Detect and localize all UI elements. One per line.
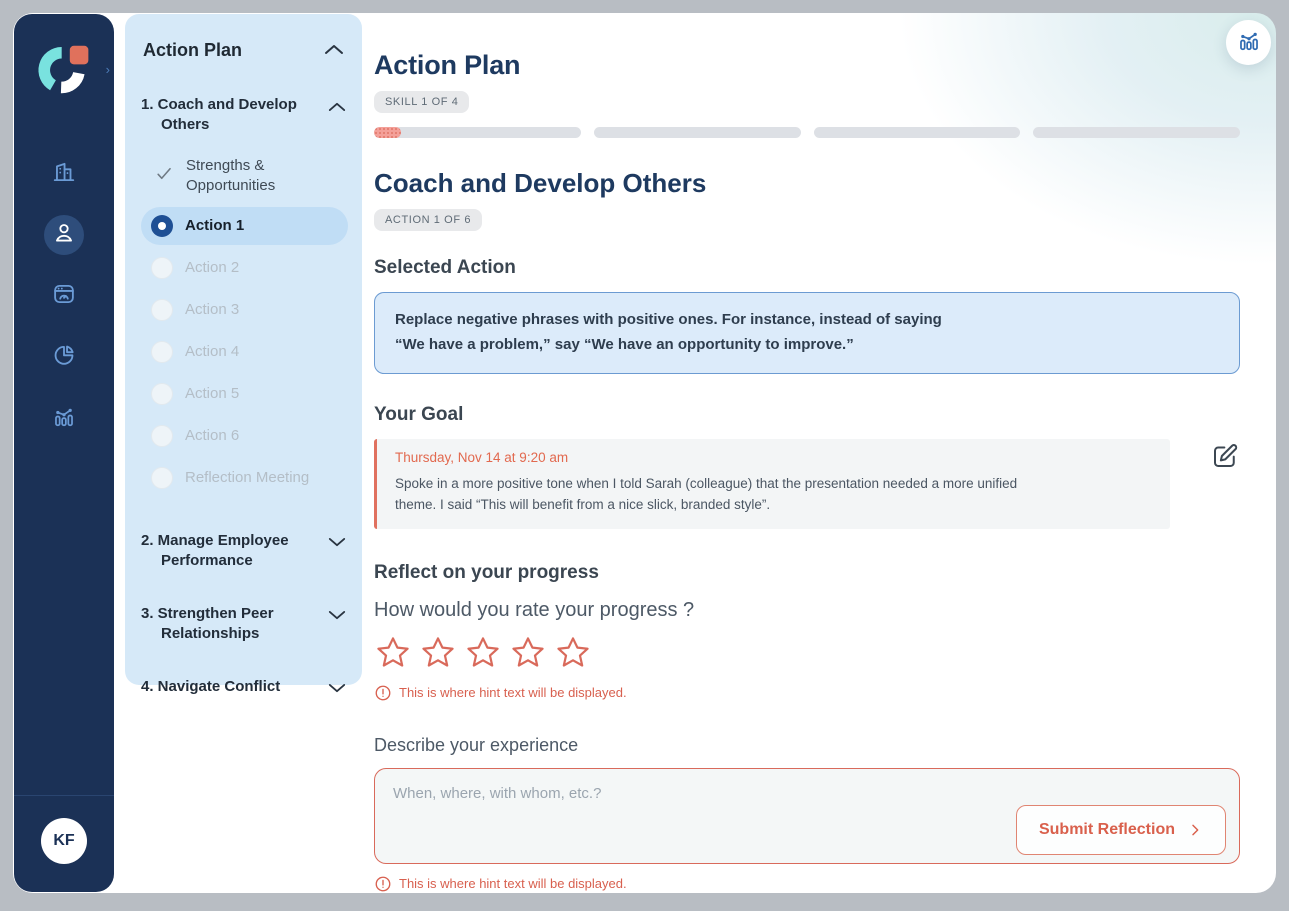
star-3-icon[interactable] xyxy=(464,634,502,677)
check-icon xyxy=(155,164,174,188)
selected-action-heading: Selected Action xyxy=(374,257,516,278)
radio-selected-icon xyxy=(151,215,173,237)
star-5-icon[interactable] xyxy=(554,634,592,677)
star-rating xyxy=(374,634,1240,677)
skill-item-manage-performance[interactable] xyxy=(141,531,348,570)
sub-item-label: Action 2 xyxy=(185,259,240,277)
sidebar xyxy=(14,14,114,892)
sidebar-item-reports[interactable] xyxy=(44,337,84,377)
analytics-icon xyxy=(51,403,77,434)
star-2-icon[interactable] xyxy=(419,634,457,677)
radio-empty-icon xyxy=(151,341,173,363)
app-window xyxy=(13,13,1276,893)
skill-label: 4. Navigate Conflict xyxy=(141,678,281,695)
experience-label: Describe your experience xyxy=(374,734,579,755)
main-content xyxy=(374,13,1240,893)
panel-header[interactable] xyxy=(141,30,348,61)
chevron-up-icon[interactable] xyxy=(328,99,346,117)
goal-row xyxy=(374,439,1240,529)
radio-empty-icon xyxy=(151,383,173,405)
building-icon xyxy=(51,159,77,190)
sub-item-label: Strengths & Opportunities xyxy=(186,157,276,194)
stats-fab-button[interactable] xyxy=(1226,20,1271,65)
progress-segment-3[interactable] xyxy=(814,127,1021,138)
skill-sub-items xyxy=(141,148,348,497)
sidebar-expand-chevron-icon[interactable]: › xyxy=(105,62,110,77)
sub-item-action-4[interactable] xyxy=(141,333,348,371)
sub-item-action-2[interactable] xyxy=(141,249,348,287)
star-1-icon[interactable] xyxy=(374,634,412,677)
selected-action-card xyxy=(374,292,1240,374)
action-plan-panel xyxy=(125,14,362,695)
sub-item-action-1[interactable] xyxy=(141,207,348,245)
submit-reflection-button[interactable] xyxy=(1016,805,1226,855)
sub-item-strengths-opportunities[interactable] xyxy=(141,148,348,203)
edit-goal-button[interactable] xyxy=(1210,441,1240,476)
chevron-down-icon[interactable] xyxy=(328,681,346,699)
sub-item-label: Action 5 xyxy=(185,385,240,403)
star-4-icon[interactable] xyxy=(509,634,547,677)
skill-label: 2. Manage Employee Performance xyxy=(141,532,289,569)
rating-hint-text: This is where hint text will be displayed. xyxy=(399,685,627,701)
user-avatar[interactable]: KF xyxy=(41,818,87,864)
sidebar-divider xyxy=(14,795,114,796)
sidebar-footer xyxy=(14,795,114,892)
skill-count-badge: SKILL 1 OF 4 xyxy=(374,91,469,113)
sub-item-action-3[interactable] xyxy=(141,291,348,329)
goal-card xyxy=(374,439,1170,529)
selected-action-line2: “We have a problem,” say “We have an opportunity to improve.” xyxy=(395,335,854,353)
chevron-down-icon[interactable] xyxy=(328,608,346,626)
action-count-badge: ACTION 1 OF 6 xyxy=(374,209,482,231)
sub-item-action-6[interactable] xyxy=(141,417,348,455)
experience-hint xyxy=(374,875,1240,893)
pie-chart-icon xyxy=(51,342,77,373)
chevron-up-icon[interactable] xyxy=(324,42,344,60)
chevron-right-icon xyxy=(1187,822,1203,838)
progress-segment-2[interactable] xyxy=(594,127,801,138)
skill-progress-bar xyxy=(374,127,1240,138)
analytics-icon xyxy=(1236,27,1262,58)
experience-field-wrap xyxy=(374,768,1240,864)
skill-label: 1. Coach and Develop Others xyxy=(141,96,297,133)
page-title: Action Plan xyxy=(374,50,521,80)
sidebar-item-analytics[interactable] xyxy=(44,398,84,438)
dashboard-icon xyxy=(51,281,77,312)
rating-hint xyxy=(374,684,1240,702)
radio-empty-icon xyxy=(151,257,173,279)
skill-item-coach-develop[interactable] xyxy=(141,95,348,134)
radio-empty-icon xyxy=(151,425,173,447)
sub-item-label: Action 1 xyxy=(185,217,245,235)
app-logo[interactable] xyxy=(32,40,110,98)
skill-item-navigate-conflict[interactable] xyxy=(141,677,348,699)
rating-question: How would you rate your progress ? xyxy=(374,598,695,621)
skill-item-peer-relationships[interactable] xyxy=(141,604,348,643)
goal-text: Spoke in a more positive tone when I told Sarah (colleague) that the presentation needed a more unified theme. I said “This will benefit from a nice slick, branded style”. xyxy=(395,475,1018,513)
panel-title: Action Plan xyxy=(143,40,243,60)
sub-item-action-5[interactable] xyxy=(141,375,348,413)
sidebar-item-dashboard[interactable] xyxy=(44,276,84,316)
sub-item-reflection-meeting[interactable] xyxy=(141,459,348,497)
person-icon xyxy=(51,220,77,251)
sub-item-label: Action 6 xyxy=(185,427,240,445)
logo-icon xyxy=(32,40,96,98)
progress-segment-1[interactable] xyxy=(374,127,581,138)
progress-fill xyxy=(374,127,401,138)
goal-timestamp: Thursday, Nov 14 at 9:20 am xyxy=(395,449,569,465)
sidebar-item-organization[interactable] xyxy=(44,154,84,194)
sidebar-nav xyxy=(44,154,84,438)
sidebar-item-profile[interactable] xyxy=(44,215,84,255)
skill-title: Coach and Develop Others xyxy=(374,168,707,198)
your-goal-heading: Your Goal xyxy=(374,403,464,425)
alert-circle-icon xyxy=(374,875,392,893)
selected-action-line1: Replace negative phrases with positive ones. For instance, instead of saying xyxy=(395,311,942,328)
edit-pencil-icon xyxy=(1210,441,1240,471)
alert-circle-icon xyxy=(374,684,392,702)
skill-label: 3. Strengthen Peer Relationships xyxy=(141,605,274,642)
radio-empty-icon xyxy=(151,467,173,489)
chevron-down-icon[interactable] xyxy=(328,535,346,553)
sub-item-label: Reflection Meeting xyxy=(185,469,310,487)
submit-label: Submit Reflection xyxy=(1038,820,1175,838)
sub-item-label: Action 4 xyxy=(185,343,240,361)
radio-empty-icon xyxy=(151,299,173,321)
experience-hint-text: This is where hint text will be displayed. xyxy=(399,876,627,892)
sub-item-label: Action 3 xyxy=(185,301,240,319)
reflect-heading: Reflect on your progress xyxy=(374,561,599,583)
progress-segment-4[interactable] xyxy=(1033,127,1240,138)
